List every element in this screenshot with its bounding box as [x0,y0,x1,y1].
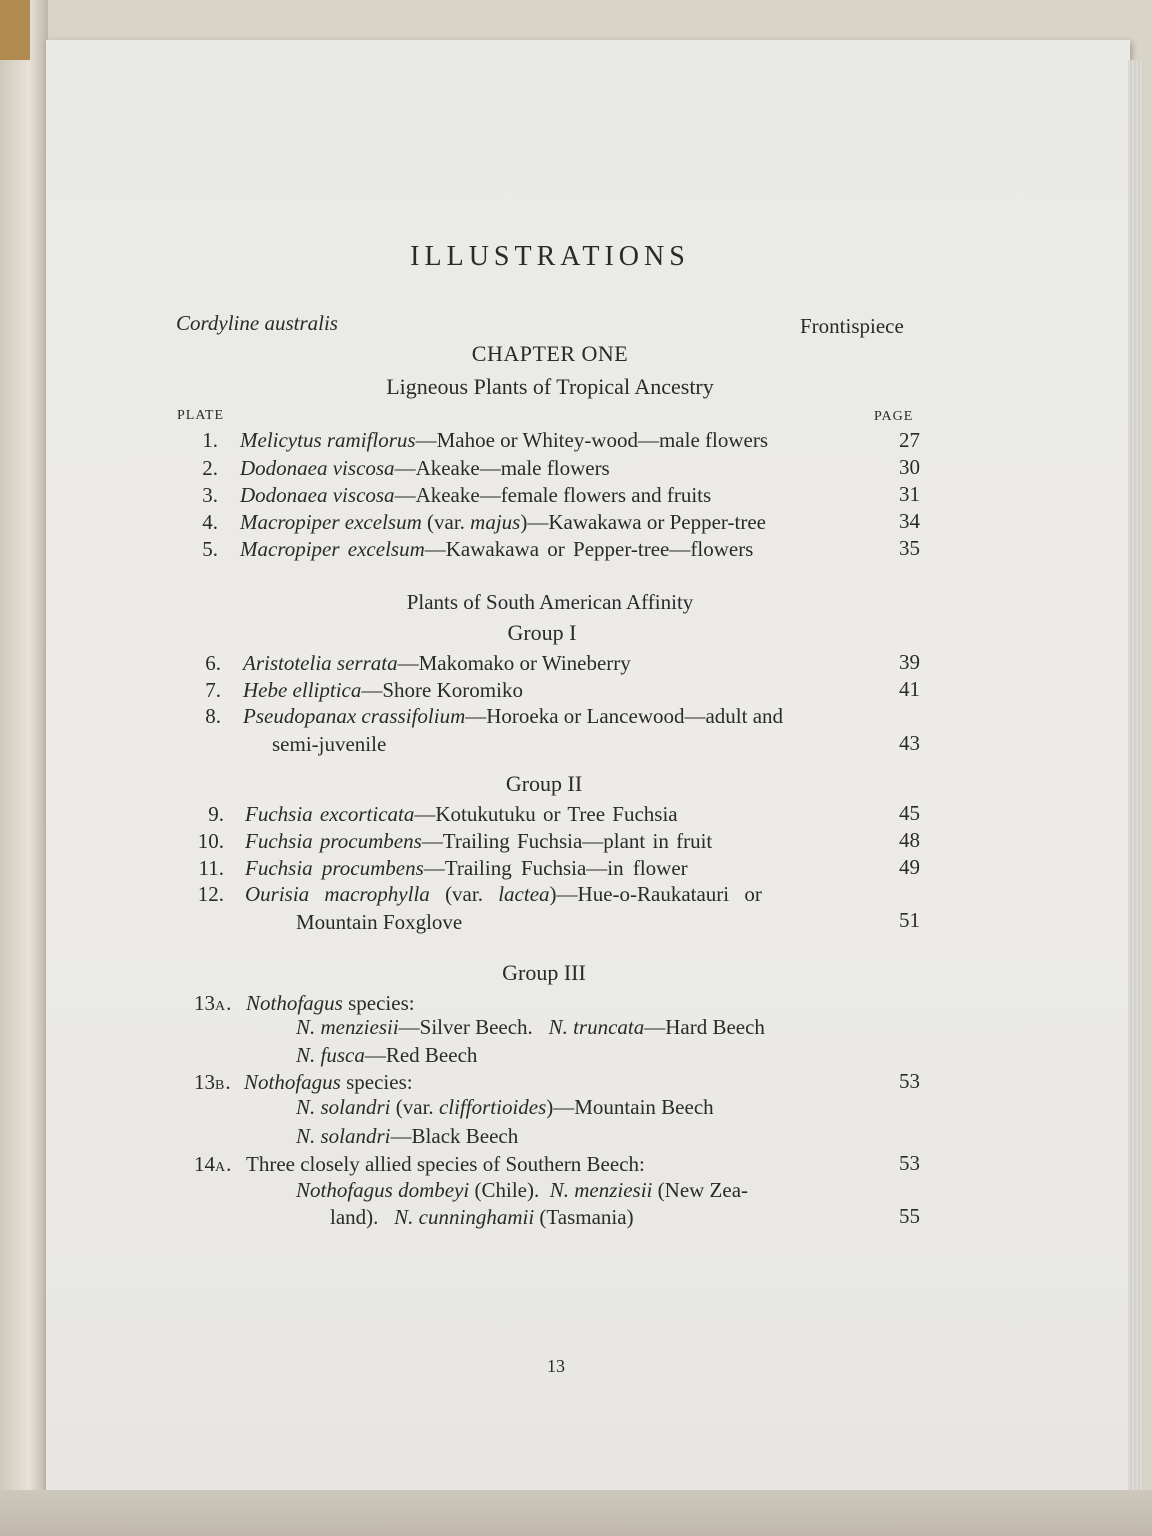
plate-caption: Macropiper excelsum (var. majus)—Kawakawa or Pepper-tree [240,510,766,534]
group-heading-2: Group II [505,771,583,796]
group-heading-3: Group III [502,960,586,985]
plate-caption: Fuchsia procumbens—Trailing Fuchsia—in flower [245,856,688,880]
page-number: 53 [899,1069,920,1093]
plate-number: 8. [205,704,221,728]
page-number: 34 [899,509,920,533]
group-heading-1: Group I [507,620,577,645]
plate-number: 6. [205,651,221,675]
plate-caption: Aristotelia serrata—Makomako or Wineberry [243,651,631,675]
page-number: 49 [899,855,920,879]
plate-caption-line: Nothofagus dombeyi (Chile). N. menziesii (New Zea- [296,1178,749,1202]
plate-caption-line: N. fusca—Red Beech [296,1043,478,1067]
page-number: 31 [899,482,920,506]
plate-number: 4. [202,510,218,534]
section-heading-south-american: Plants of South American Affinity [406,590,694,614]
page-number: 45 [899,801,920,825]
plate-caption-line: N. menziesii—Silver Beech. N. truncata—Hard Beech [296,1015,765,1039]
section-heading-tropical: Ligneous Plants of Tropical Ancestry [386,374,714,399]
page-number: 39 [899,650,920,674]
chapter-heading: CHAPTER ONE [471,341,629,366]
plate-number: 1. [202,428,218,452]
page-number: 53 [899,1151,920,1175]
page-number: 51 [899,908,920,932]
plate-number: 5. [202,537,218,561]
plate-caption: Ourisia macrophylla (var. lactea)—Hue-o-Raukatauri or [245,882,762,906]
plate-number: 2. [202,456,218,480]
plate-number: 12. [197,882,224,906]
plate-caption: Hebe elliptica—Shore Koromiko [243,678,523,702]
plate-column-header: PLATE [177,408,224,423]
plate-number: 10. [197,829,224,853]
plate-number: 13B. [194,1070,231,1094]
plate-caption: Nothofagus species: [246,991,415,1015]
page-number: 48 [899,828,920,852]
plate-caption: Dodonaea viscosa—Akeake—female flowers and fruits [240,483,712,507]
frontispiece-name: Cordyline australis [176,311,338,335]
plate-number: 14A. [194,1152,232,1176]
plate-caption: Fuchsia excorticata—Kotukutuku or Tree Fuchsia [245,802,678,826]
folio-page-number: 13 [547,1356,565,1376]
plate-caption-continued: Mountain Foxglove [296,910,463,934]
plate-caption: Dodonaea viscosa—Akeake—male flowers [240,456,610,480]
plate-caption: Three closely allied species of Southern Beech: [246,1152,645,1176]
page-number: 41 [899,677,920,701]
page-number: 35 [899,536,920,560]
page-number: 43 [899,731,920,755]
plate-number: 11. [198,856,224,880]
page-title: ILLUSTRATIONS [410,241,690,272]
plate-caption: Nothofagus species: [244,1070,413,1094]
page-number: 27 [899,428,920,452]
plate-caption: Fuchsia procumbens—Trailing Fuchsia—plant in fruit [245,829,713,853]
plate-caption-continued: semi-juvenile [272,732,387,756]
plate-number: 7. [205,678,221,702]
page-number: 30 [899,455,920,479]
page-number: 55 [899,1204,920,1228]
plate-caption: Melicytus ramiflorus—Mahoe or Whitey-wood—male flowers [240,428,769,452]
plate-caption: Pseudopanax crassifolium—Horoeka or Lancewood—adult and [243,704,784,728]
plate-caption-line: N. solandri (var. cliffortioides)—Mountain Beech [296,1095,714,1119]
frontispiece-label: Frontispiece [800,314,904,338]
plate-number: 9. [208,802,224,826]
plate-caption-line: land). N. cunninghamii (Tasmania) [330,1205,634,1229]
plate-caption: Macropiper excelsum—Kawakawa or Pepper-tree—flowers [240,537,754,561]
plate-number: 13A. [194,991,232,1015]
plate-number: 3. [202,483,218,507]
plate-caption-line: N. solandri—Black Beech [296,1124,519,1148]
page-column-header: PAGE [874,409,914,424]
